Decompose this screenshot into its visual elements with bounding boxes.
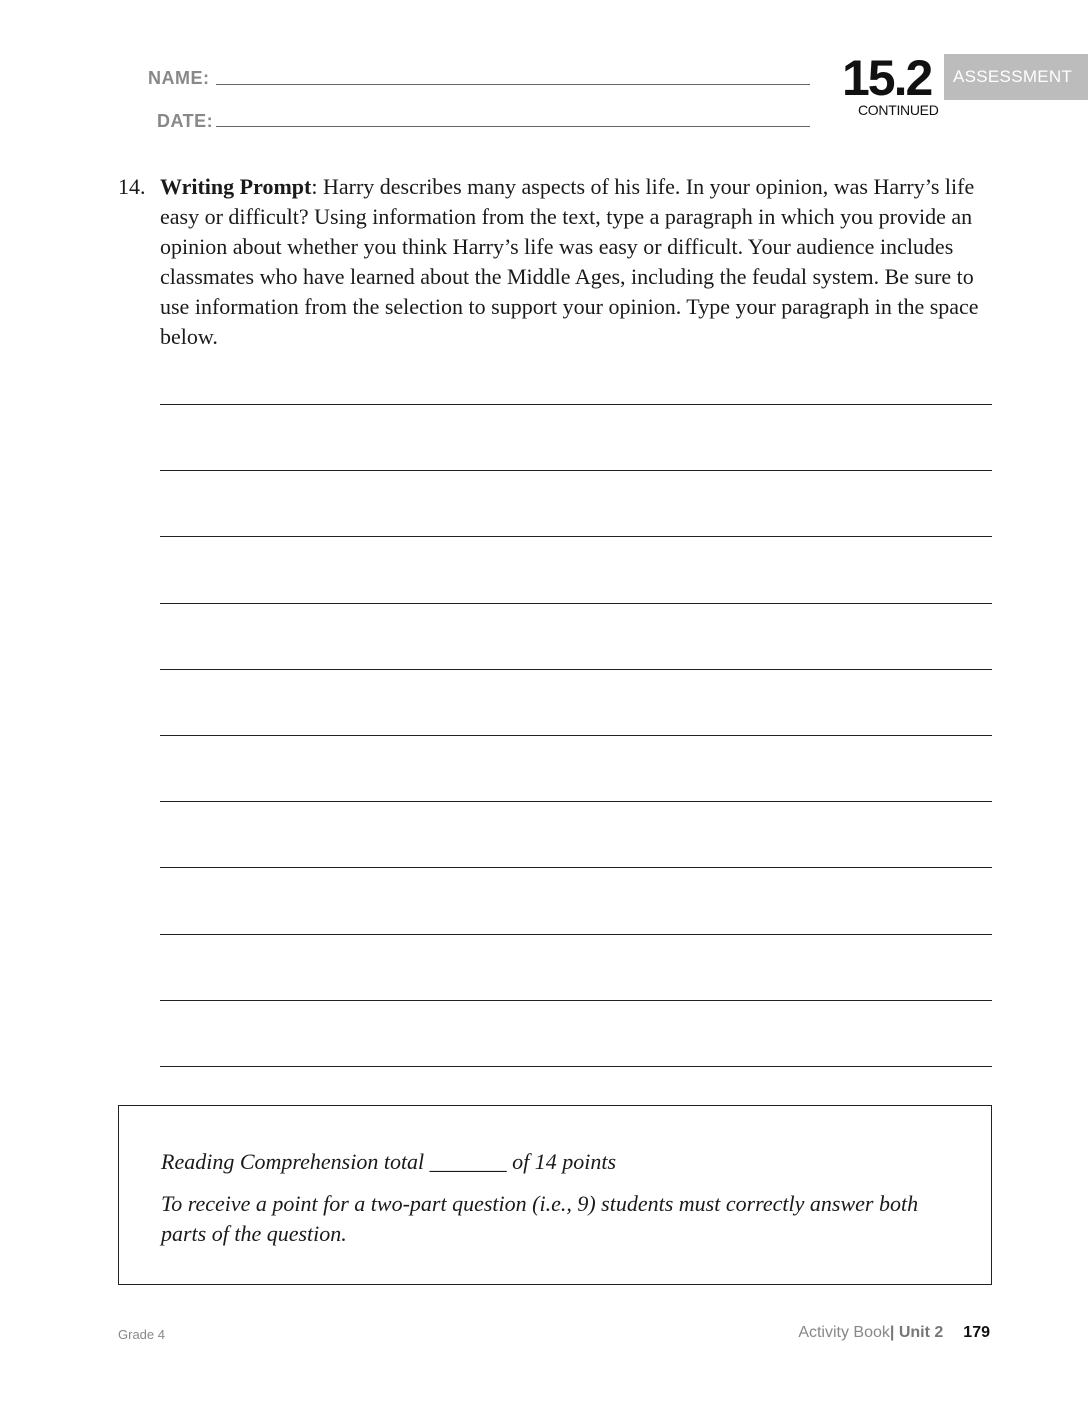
answer-line[interactable] <box>160 536 992 537</box>
score-total-line: Reading Comprehension total _______ of 14 points <box>161 1149 617 1174</box>
scoring-note: To receive a point for a two-part question (i.e., 9) students must correctly answer both parts of the question. <box>161 1191 919 1246</box>
answer-line[interactable] <box>160 1066 992 1067</box>
answer-line[interactable] <box>160 669 992 670</box>
prompt-label: Writing Prompt <box>160 174 312 199</box>
book-title: Activity Book <box>798 1324 890 1341</box>
answer-line[interactable] <box>160 801 992 802</box>
lesson-number: 15.2 <box>842 50 932 106</box>
question-prompt <box>160 172 1000 352</box>
page-number: 179 <box>963 1324 990 1341</box>
answer-line[interactable] <box>160 735 992 736</box>
name-label: NAME: <box>148 68 210 88</box>
assessment-badge: ASSESSMENT <box>944 54 1088 100</box>
answer-line[interactable] <box>160 603 992 604</box>
date-field[interactable] <box>216 126 810 127</box>
footer-separator: | <box>889 1324 895 1341</box>
footer-book-info <box>798 1324 990 1342</box>
unit-label: Unit 2 <box>898 1324 944 1341</box>
grade-label: Grade 4 <box>118 1327 165 1342</box>
name-field[interactable] <box>216 84 810 85</box>
answer-line[interactable] <box>160 470 992 471</box>
question-number: 14. <box>118 174 146 199</box>
lesson-continued-label: CONTINUED <box>858 102 939 118</box>
prompt-text: : Harry describes many aspects of his life. In your opinion, was Harry’s life easy or difficult? Using information from the text, type a paragraph in which you provide an opinion about whether you think Harry’s life was easy or difficult. Your audience includes classmates who have learned about the Middle Ages, including the feudal system. Be sure to use information from the selection to support your opinion. Type your paragraph in the space below. <box>160 174 979 349</box>
answer-line[interactable] <box>160 867 992 868</box>
answer-line[interactable] <box>160 404 992 405</box>
answer-line[interactable] <box>160 934 992 935</box>
answer-line[interactable] <box>160 1000 992 1001</box>
score-box <box>118 1105 992 1285</box>
date-label: DATE: <box>157 111 214 131</box>
